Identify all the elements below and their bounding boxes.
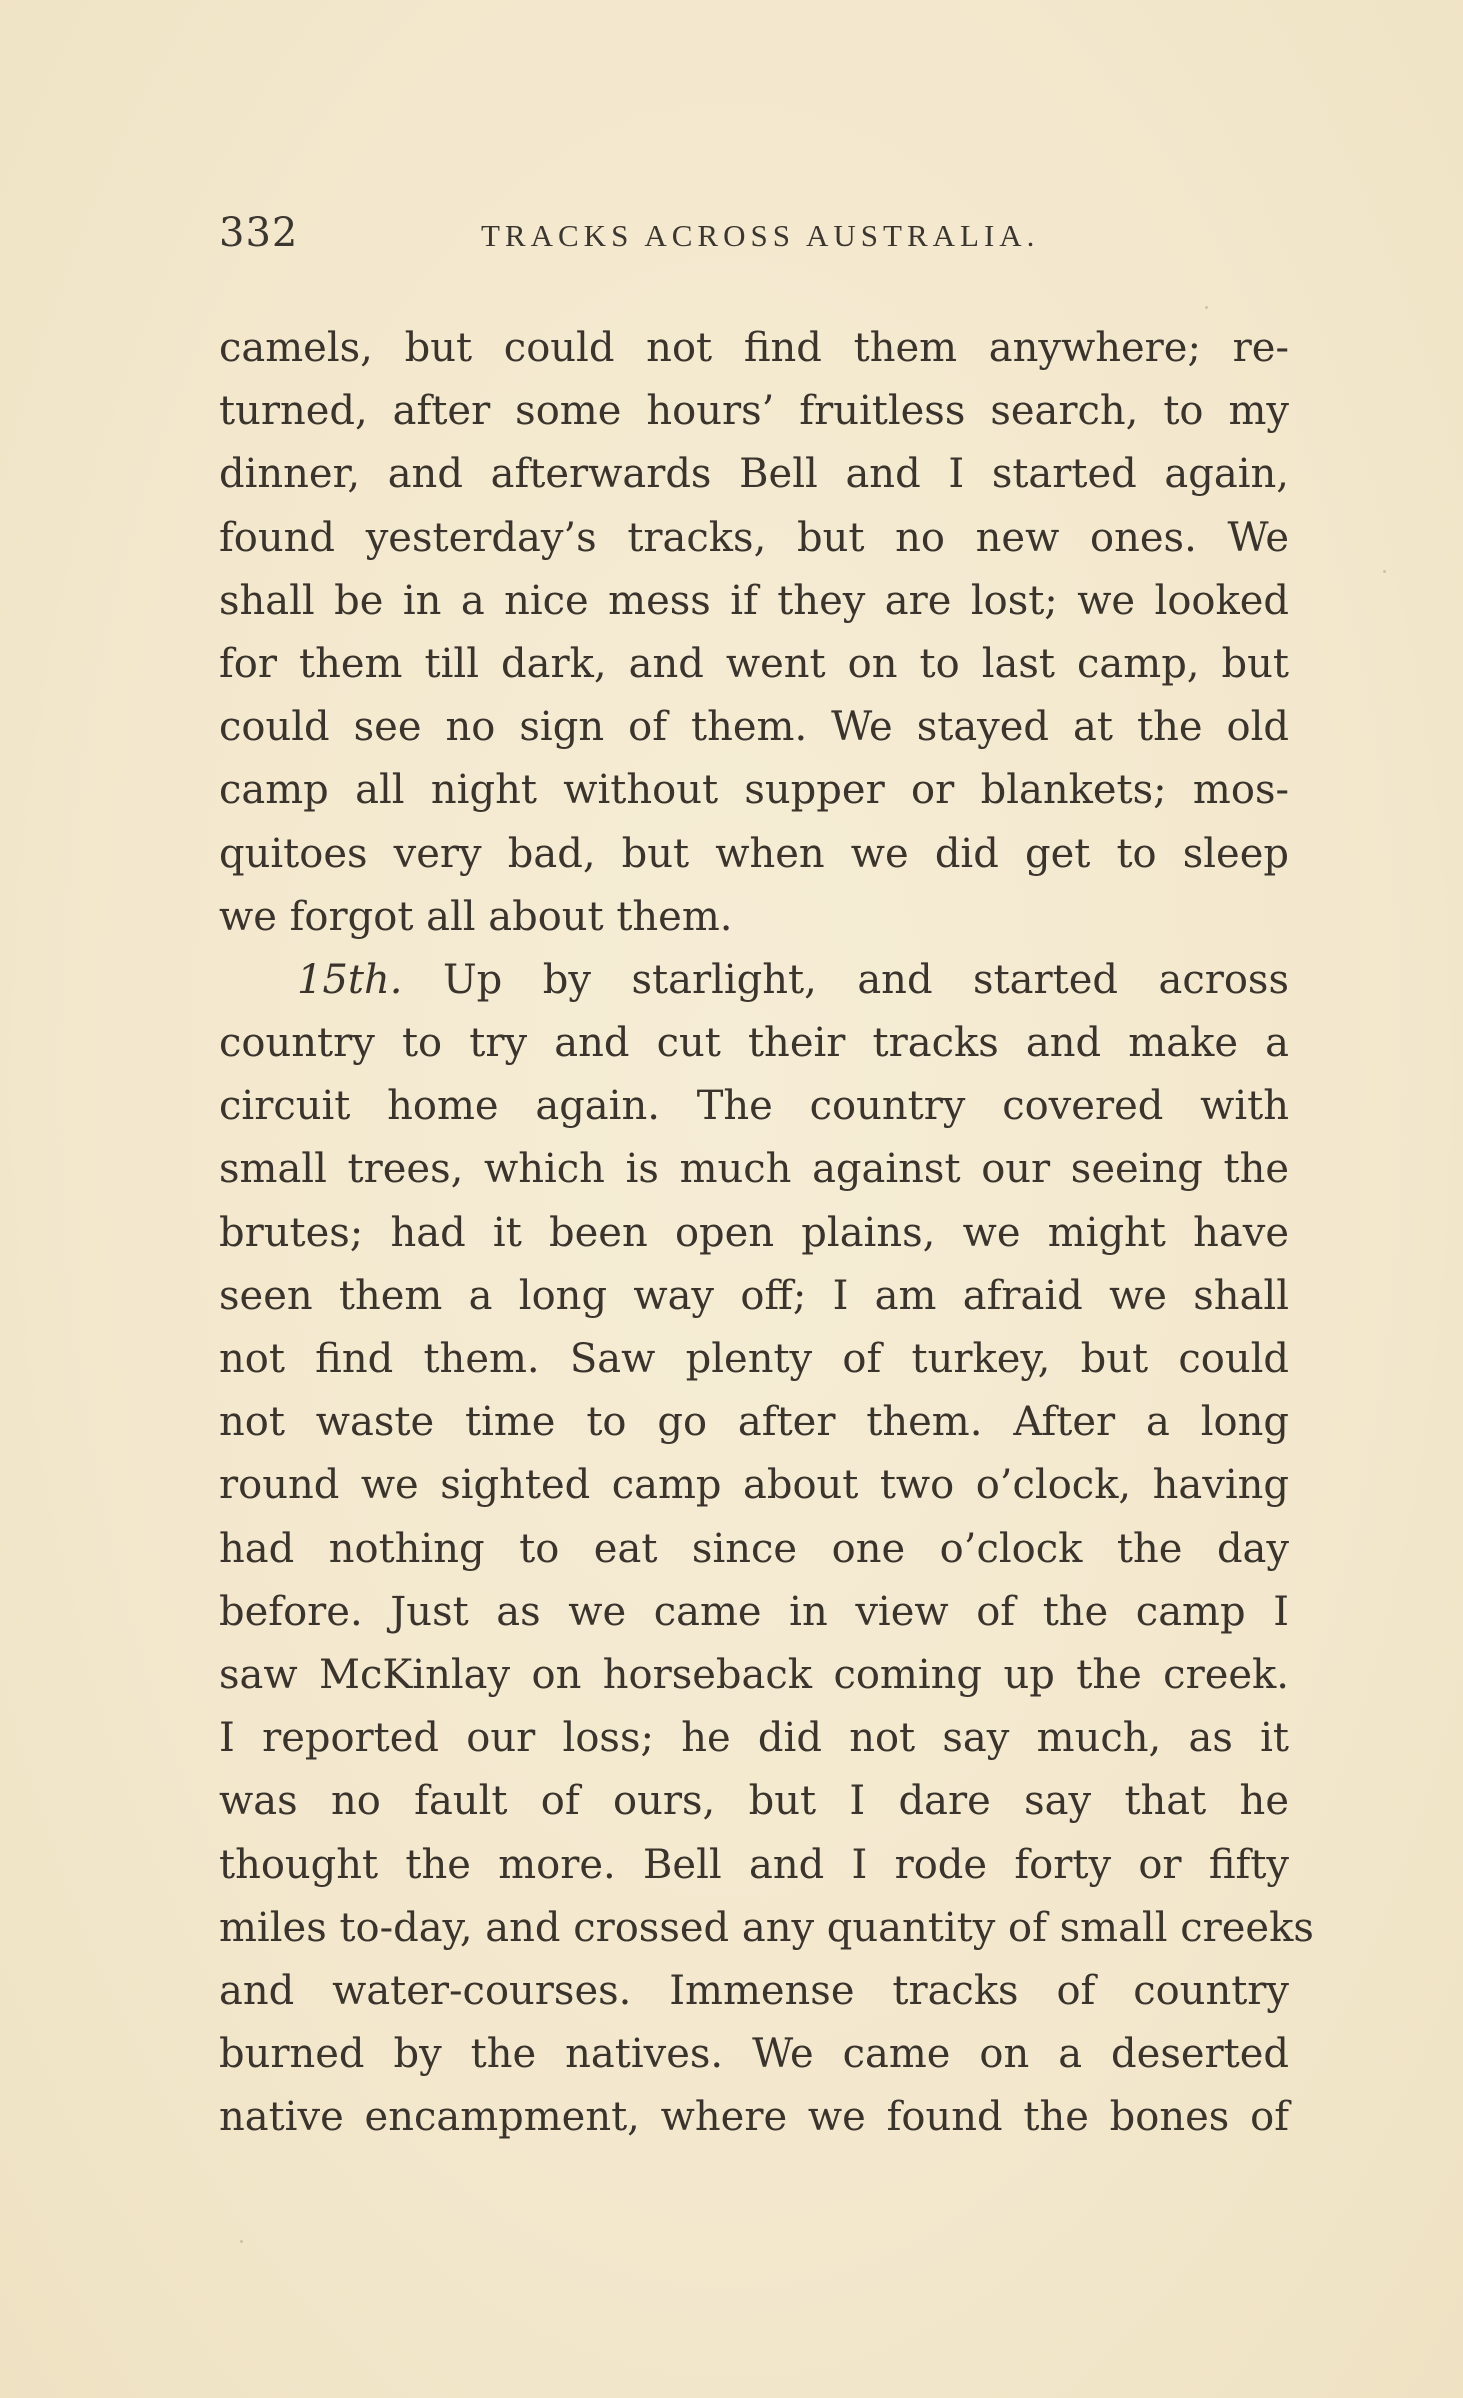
text-line: thought the more. Bell and I rode forty or fifty xyxy=(219,1841,1289,1888)
text-line: burned by the natives. We came on a deserted xyxy=(219,2031,1289,2078)
text-line: for them till dark, and went on to last camp, but xyxy=(219,640,1289,687)
text-line: brutes; had it been open plains, we might have xyxy=(219,1209,1289,1256)
text-line: could see no sign of them. We stayed at the old xyxy=(219,704,1289,751)
text-line: dinner, and afterwards Bell and I started again, xyxy=(219,451,1289,498)
text-line: turned, after some hours’ fruitless search, to my xyxy=(219,388,1289,435)
text-line: saw McKinlay on horseback coming up the creek. xyxy=(219,1651,1289,1698)
text-line: not waste time to go after them. After a long xyxy=(219,1399,1289,1446)
text-line: country to try and cut their tracks and make a xyxy=(219,1020,1289,1067)
paper-speck xyxy=(1205,306,1208,309)
running-title: TRACKS ACROSS AUSTRALIA. xyxy=(481,218,1040,253)
entry-first-line-text: Up by starlight, and started across xyxy=(442,956,1289,1003)
text-line: small trees, which is much against our seeing the xyxy=(219,1146,1289,1193)
text-line: and water-courses. Immense tracks of country xyxy=(219,1967,1289,2014)
page-number: 332 xyxy=(219,210,299,256)
text-line: round we sighted camp about two o’clock, having xyxy=(219,1462,1289,1509)
paper-speck xyxy=(240,2240,243,2243)
entry-date: 15th. xyxy=(297,956,403,1003)
text-line: had nothing to eat since one o’clock the day xyxy=(219,1525,1289,1572)
text-line: miles to-day, and crossed any quantity of small creeks xyxy=(219,1904,1314,1951)
text-line: found yesterday’s tracks, but no new ones. We xyxy=(219,514,1289,561)
text-line: was no fault of ours, but I dare say that he xyxy=(219,1778,1289,1825)
text-line: not find them. Saw plenty of turkey, but could xyxy=(219,1336,1289,1382)
body-text xyxy=(219,317,1314,2149)
text-line: circuit home again. The country covered with xyxy=(219,1083,1289,1130)
text-line: quitoes very bad, but when we did get to sleep xyxy=(219,830,1289,877)
text-line: we forgot all about them. xyxy=(219,893,733,940)
text-line: before. Just as we came in view of the camp I xyxy=(219,1588,1289,1635)
text-line: seen them a long way off; I am afraid we shall xyxy=(219,1272,1289,1319)
paper-speck xyxy=(1383,570,1386,573)
text-line: shall be in a nice mess if they are lost; we looked xyxy=(219,577,1289,624)
diary-entry-first-line xyxy=(219,949,1289,1012)
text-line: I reported our loss; he did not say much, as it xyxy=(219,1715,1289,1762)
running-head xyxy=(219,210,1289,270)
text-line: camels, but could not find them anywhere; re- xyxy=(219,325,1289,371)
text-line: native encampment, where we found the bones of xyxy=(219,2094,1289,2141)
text-line: camp all night without supper or blankets; mos- xyxy=(219,767,1289,814)
